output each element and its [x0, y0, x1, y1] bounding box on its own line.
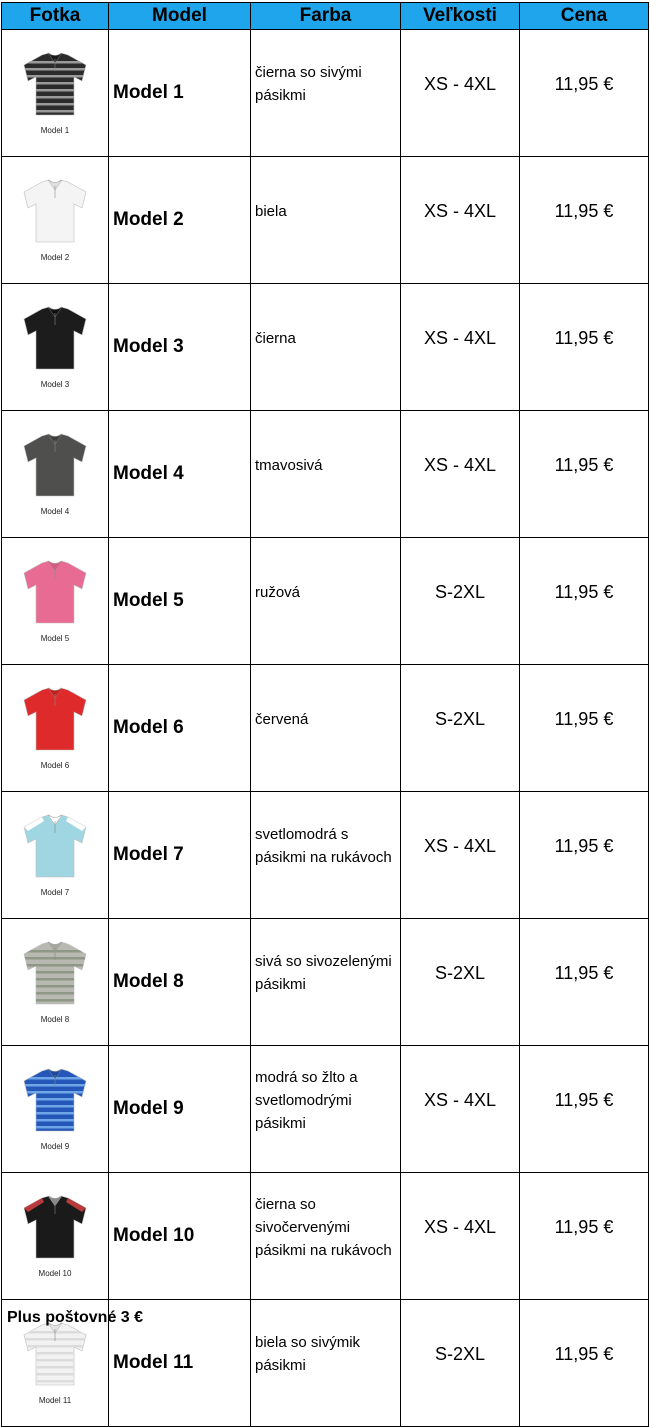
size-range: XS - 4XL — [401, 1173, 520, 1300]
thumbnail-caption: Model 4 — [40, 506, 70, 516]
model-name: Model 2 — [109, 157, 251, 284]
model-name: Model 3 — [109, 284, 251, 411]
price: 11,95 € — [520, 411, 649, 538]
price: 11,95 € — [520, 919, 649, 1046]
polo-shirt-icon — [22, 1319, 88, 1389]
thumbnail-caption: Model 10 — [38, 1268, 72, 1278]
size-range: S-2XL — [401, 665, 520, 792]
thumbnail-caption: Model 5 — [40, 633, 70, 643]
price: 11,95 € — [520, 157, 649, 284]
shipping-note: Plus poštovné 3 € — [7, 1309, 144, 1326]
photo-cell — [2, 1046, 109, 1173]
size-range: S-2XL — [401, 538, 520, 665]
model-name: Model 6 — [109, 665, 251, 792]
price-table — [1, 2, 649, 1427]
header-model: Model — [109, 3, 251, 30]
size-range: S-2XL — [401, 919, 520, 1046]
size-range: S-2XL — [401, 1300, 520, 1427]
model-name: Model 4 — [109, 411, 251, 538]
photo-cell — [2, 157, 109, 284]
photo-cell — [2, 411, 109, 538]
photo-cell — [2, 792, 109, 919]
price: 11,95 € — [520, 792, 649, 919]
product-thumbnail — [10, 807, 100, 899]
model-name: Model 10 — [109, 1173, 251, 1300]
product-thumbnail — [10, 45, 100, 137]
thumbnail-caption: Model 1 — [40, 125, 70, 135]
product-thumbnail — [10, 299, 100, 391]
thumbnail-caption: Model 3 — [40, 379, 70, 389]
size-range: XS - 4XL — [401, 157, 520, 284]
photo-cell — [2, 30, 109, 157]
photo-cell — [2, 284, 109, 411]
size-range: XS - 4XL — [401, 284, 520, 411]
table-row — [2, 538, 649, 665]
color-description: biela — [251, 157, 401, 284]
table-row — [2, 1173, 649, 1300]
product-thumbnail — [10, 1188, 100, 1280]
color-description: čierna — [251, 284, 401, 411]
price: 11,95 € — [520, 1046, 649, 1173]
thumbnail-caption: Model 8 — [40, 1014, 70, 1024]
price: 11,95 € — [520, 30, 649, 157]
header-color: Farba — [251, 3, 401, 30]
product-thumbnail — [10, 934, 100, 1026]
model-name: Model 7 — [109, 792, 251, 919]
price: 11,95 € — [520, 1300, 649, 1427]
color-description: červená — [251, 665, 401, 792]
price: 11,95 € — [520, 284, 649, 411]
thumbnail-caption: Model 7 — [40, 887, 70, 897]
model-name: Model 5 — [109, 538, 251, 665]
color-description: tmavosivá — [251, 411, 401, 538]
color-description: čierna so sivými pásikmi — [251, 30, 401, 157]
table-row — [2, 30, 649, 157]
model-name: Model 9 — [109, 1046, 251, 1173]
model-name: Model 8 — [109, 919, 251, 1046]
header-price: Cena — [520, 3, 649, 30]
polo-shirt-icon — [22, 938, 88, 1008]
thumbnail-caption: Model 11 — [38, 1395, 72, 1405]
color-description: biela so sivýmik pásikmi — [251, 1300, 401, 1427]
price: 11,95 € — [520, 1173, 649, 1300]
header-sizes: Veľkosti — [401, 3, 520, 30]
product-thumbnail — [10, 1315, 100, 1407]
product-thumbnail — [10, 172, 100, 264]
product-thumbnail — [10, 680, 100, 772]
polo-shirt-icon — [22, 811, 88, 881]
polo-shirt-icon — [22, 557, 88, 627]
price: 11,95 € — [520, 538, 649, 665]
thumbnail-caption: Model 2 — [40, 252, 70, 262]
size-range: XS - 4XL — [401, 792, 520, 919]
photo-cell — [2, 919, 109, 1046]
table-row — [2, 919, 649, 1046]
product-thumbnail — [10, 1061, 100, 1153]
thumbnail-caption: Model 6 — [40, 760, 70, 770]
polo-shirt-icon — [22, 303, 88, 373]
table-header-row — [2, 3, 649, 30]
table-row — [2, 284, 649, 411]
color-description: modrá so žlto a svetlomodrými pásikmi — [251, 1046, 401, 1173]
table-row — [2, 665, 649, 792]
table-row — [2, 1046, 649, 1173]
size-range: XS - 4XL — [401, 30, 520, 157]
color-description: ružová — [251, 538, 401, 665]
size-range: XS - 4XL — [401, 1046, 520, 1173]
size-range: XS - 4XL — [401, 411, 520, 538]
polo-shirt-icon — [22, 1192, 88, 1262]
polo-shirt-icon — [22, 1065, 88, 1135]
model-name: Model 11 — [109, 1300, 251, 1427]
product-thumbnail — [10, 553, 100, 645]
product-thumbnail — [10, 426, 100, 518]
photo-cell — [2, 1173, 109, 1300]
color-description: svetlomodrá s pásikmi na rukávoch — [251, 792, 401, 919]
header-photo: Fotka — [2, 3, 109, 30]
polo-shirt-icon — [22, 49, 88, 119]
polo-shirt-icon — [22, 430, 88, 500]
photo-cell — [2, 665, 109, 792]
price: 11,95 € — [520, 665, 649, 792]
polo-shirt-icon — [22, 176, 88, 246]
table-row — [2, 411, 649, 538]
color-description: sivá so sivozelenými pásikmi — [251, 919, 401, 1046]
photo-cell — [2, 538, 109, 665]
model-name: Model 1 — [109, 30, 251, 157]
table-row — [2, 792, 649, 919]
thumbnail-caption: Model 9 — [40, 1141, 70, 1151]
table-row — [2, 157, 649, 284]
polo-shirt-icon — [22, 684, 88, 754]
color-description: čierna so sivočervenými pásikmi na rukávoch — [251, 1173, 401, 1300]
